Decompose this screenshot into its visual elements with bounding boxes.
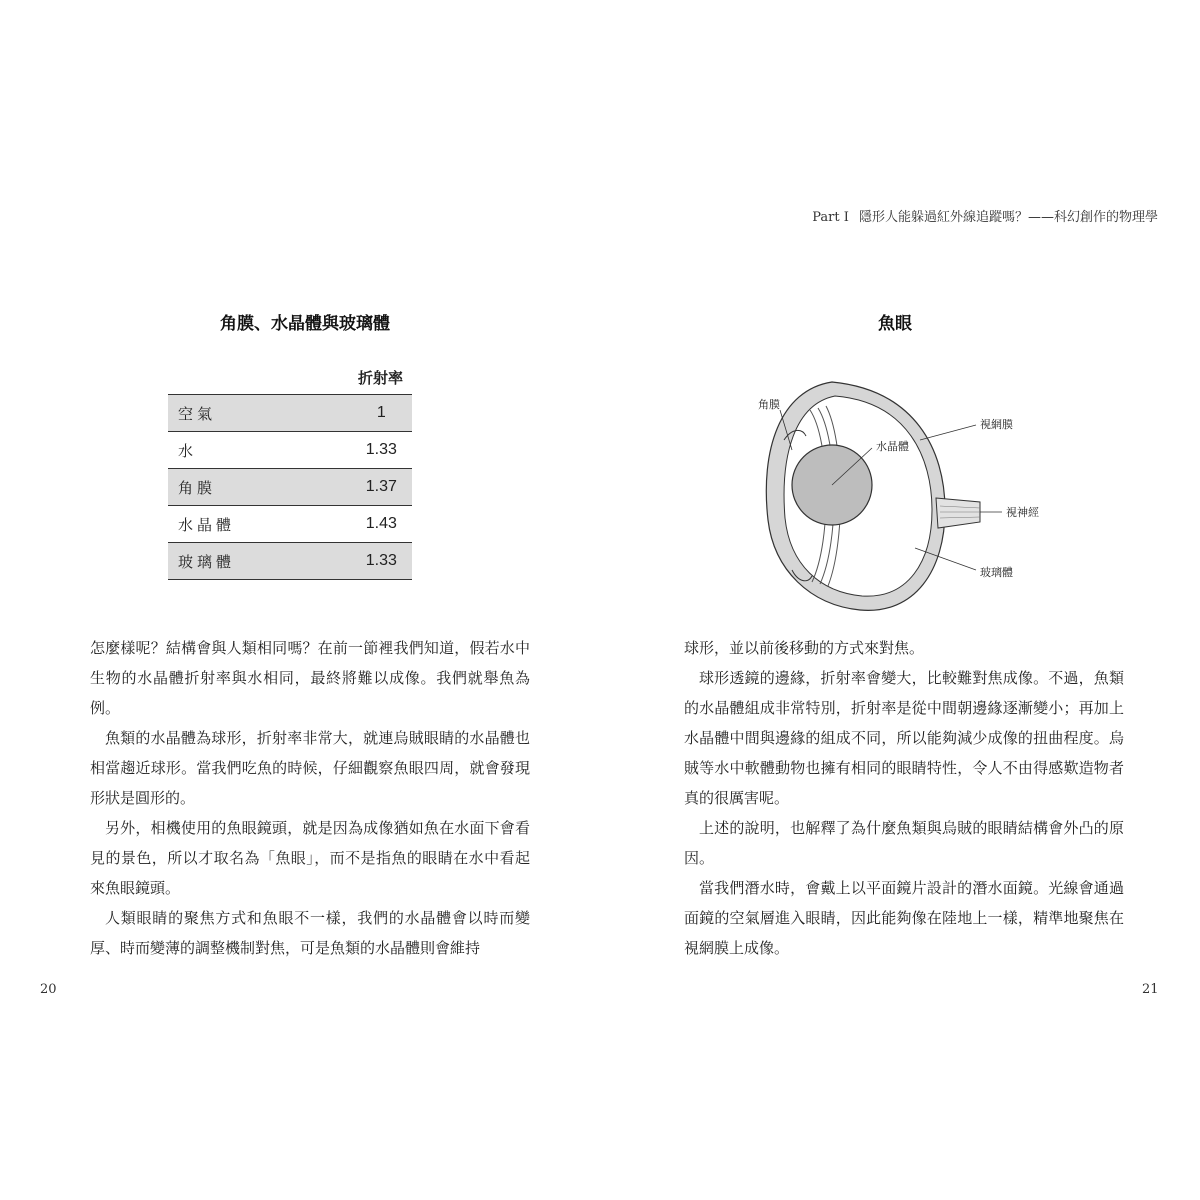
optic-nerve (936, 498, 980, 528)
book-section-title: 隱形人能躲過紅外線追蹤嗎？——科幻創作的物理學 (858, 210, 1158, 225)
table-column-header: 折射率 (358, 369, 404, 387)
table-cell-value: 1 (376, 404, 386, 421)
diagram-title: 魚眼 (878, 314, 912, 334)
paragraph: 魚類的水晶體為球形，折射率非常大，就連烏賊眼睛的水晶體也相當趨近球形。當我們吃魚的時候，仔細觀察魚眼四周，就會發現形狀是圓形的。 (90, 729, 530, 807)
label-optic-nerve: 視神經 (1006, 506, 1039, 519)
table-row (168, 394, 412, 431)
table-cell-value: 1.43 (365, 515, 397, 532)
label-lens: 水晶體 (876, 440, 909, 453)
table-row (168, 431, 412, 468)
paragraph: 球形透鏡的邊緣，折射率會變大，比較難對焦成像。不過，魚類的水晶體組成非常特別，折射率是從中間朝邊緣逐漸變小；再加上水晶體中間與邊緣的組成不同，所以能夠減少成像的扭曲程度。烏賊等水中軟體動物也擁有相同的眼睛特性，令人不由得感歎造物者真的很厲害呢。 (684, 669, 1124, 807)
left-body-text (90, 633, 530, 963)
part-label: Part I (812, 210, 849, 225)
table-cell-name: 水 (178, 441, 198, 460)
table-cell-name: 水晶體 (178, 515, 236, 534)
table-cell-value: 1.33 (365, 552, 397, 569)
paragraph: 人類眼睛的聚焦方式和魚眼不一樣，我們的水晶體會以時而變厚、時而變薄的調整機制對焦，可是魚類的水晶體則會維持 (90, 909, 530, 957)
page-number-right: 21 (1142, 982, 1159, 997)
label-vitreous: 玻璃體 (980, 566, 1013, 579)
table-title: 角膜、水晶體與玻璃體 (220, 314, 390, 334)
paragraph: 球形，並以前後移動的方式來對焦。 (684, 639, 925, 657)
table-row (168, 505, 412, 542)
paragraph: 另外，相機使用的魚眼鏡頭，就是因為成像猶如魚在水面下會看見的景色，所以才取名為「魚眼」，而不是指魚的眼睛在水中看起來魚眼鏡頭。 (90, 819, 530, 897)
table-row (168, 542, 412, 580)
table-cell-name: 玻璃體 (178, 552, 236, 571)
table-cell-value: 1.33 (365, 441, 397, 458)
table-cell-name: 角膜 (178, 478, 217, 497)
paragraph: 上述的說明，也解釋了為什麼魚類與烏賊的眼睛結構會外凸的原因。 (684, 819, 1124, 867)
refractive-index-table (168, 362, 412, 580)
table-cell-value: 1.37 (365, 478, 397, 495)
paragraph: 當我們潛水時，會戴上以平面鏡片設計的潛水面鏡。光線會通過面鏡的空氣層進入眼睛，因此能夠像在陸地上一樣，精準地聚焦在視網膜上成像。 (684, 879, 1124, 957)
running-header (812, 206, 1158, 225)
right-body-text (684, 633, 1124, 963)
table-cell-name: 空氣 (178, 404, 217, 423)
table-row (168, 468, 412, 505)
fish-eye-diagram (740, 370, 1080, 620)
label-retina: 視網膜 (980, 418, 1013, 431)
label-cornea: 角膜 (758, 398, 780, 411)
page-number-left: 20 (40, 982, 57, 997)
paragraph: 怎麼樣呢？結構會與人類相同嗎？在前一節裡我們知道，假若水中生物的水晶體折射率與水相同，最終將難以成像。我們就舉魚為例。 (90, 639, 530, 717)
